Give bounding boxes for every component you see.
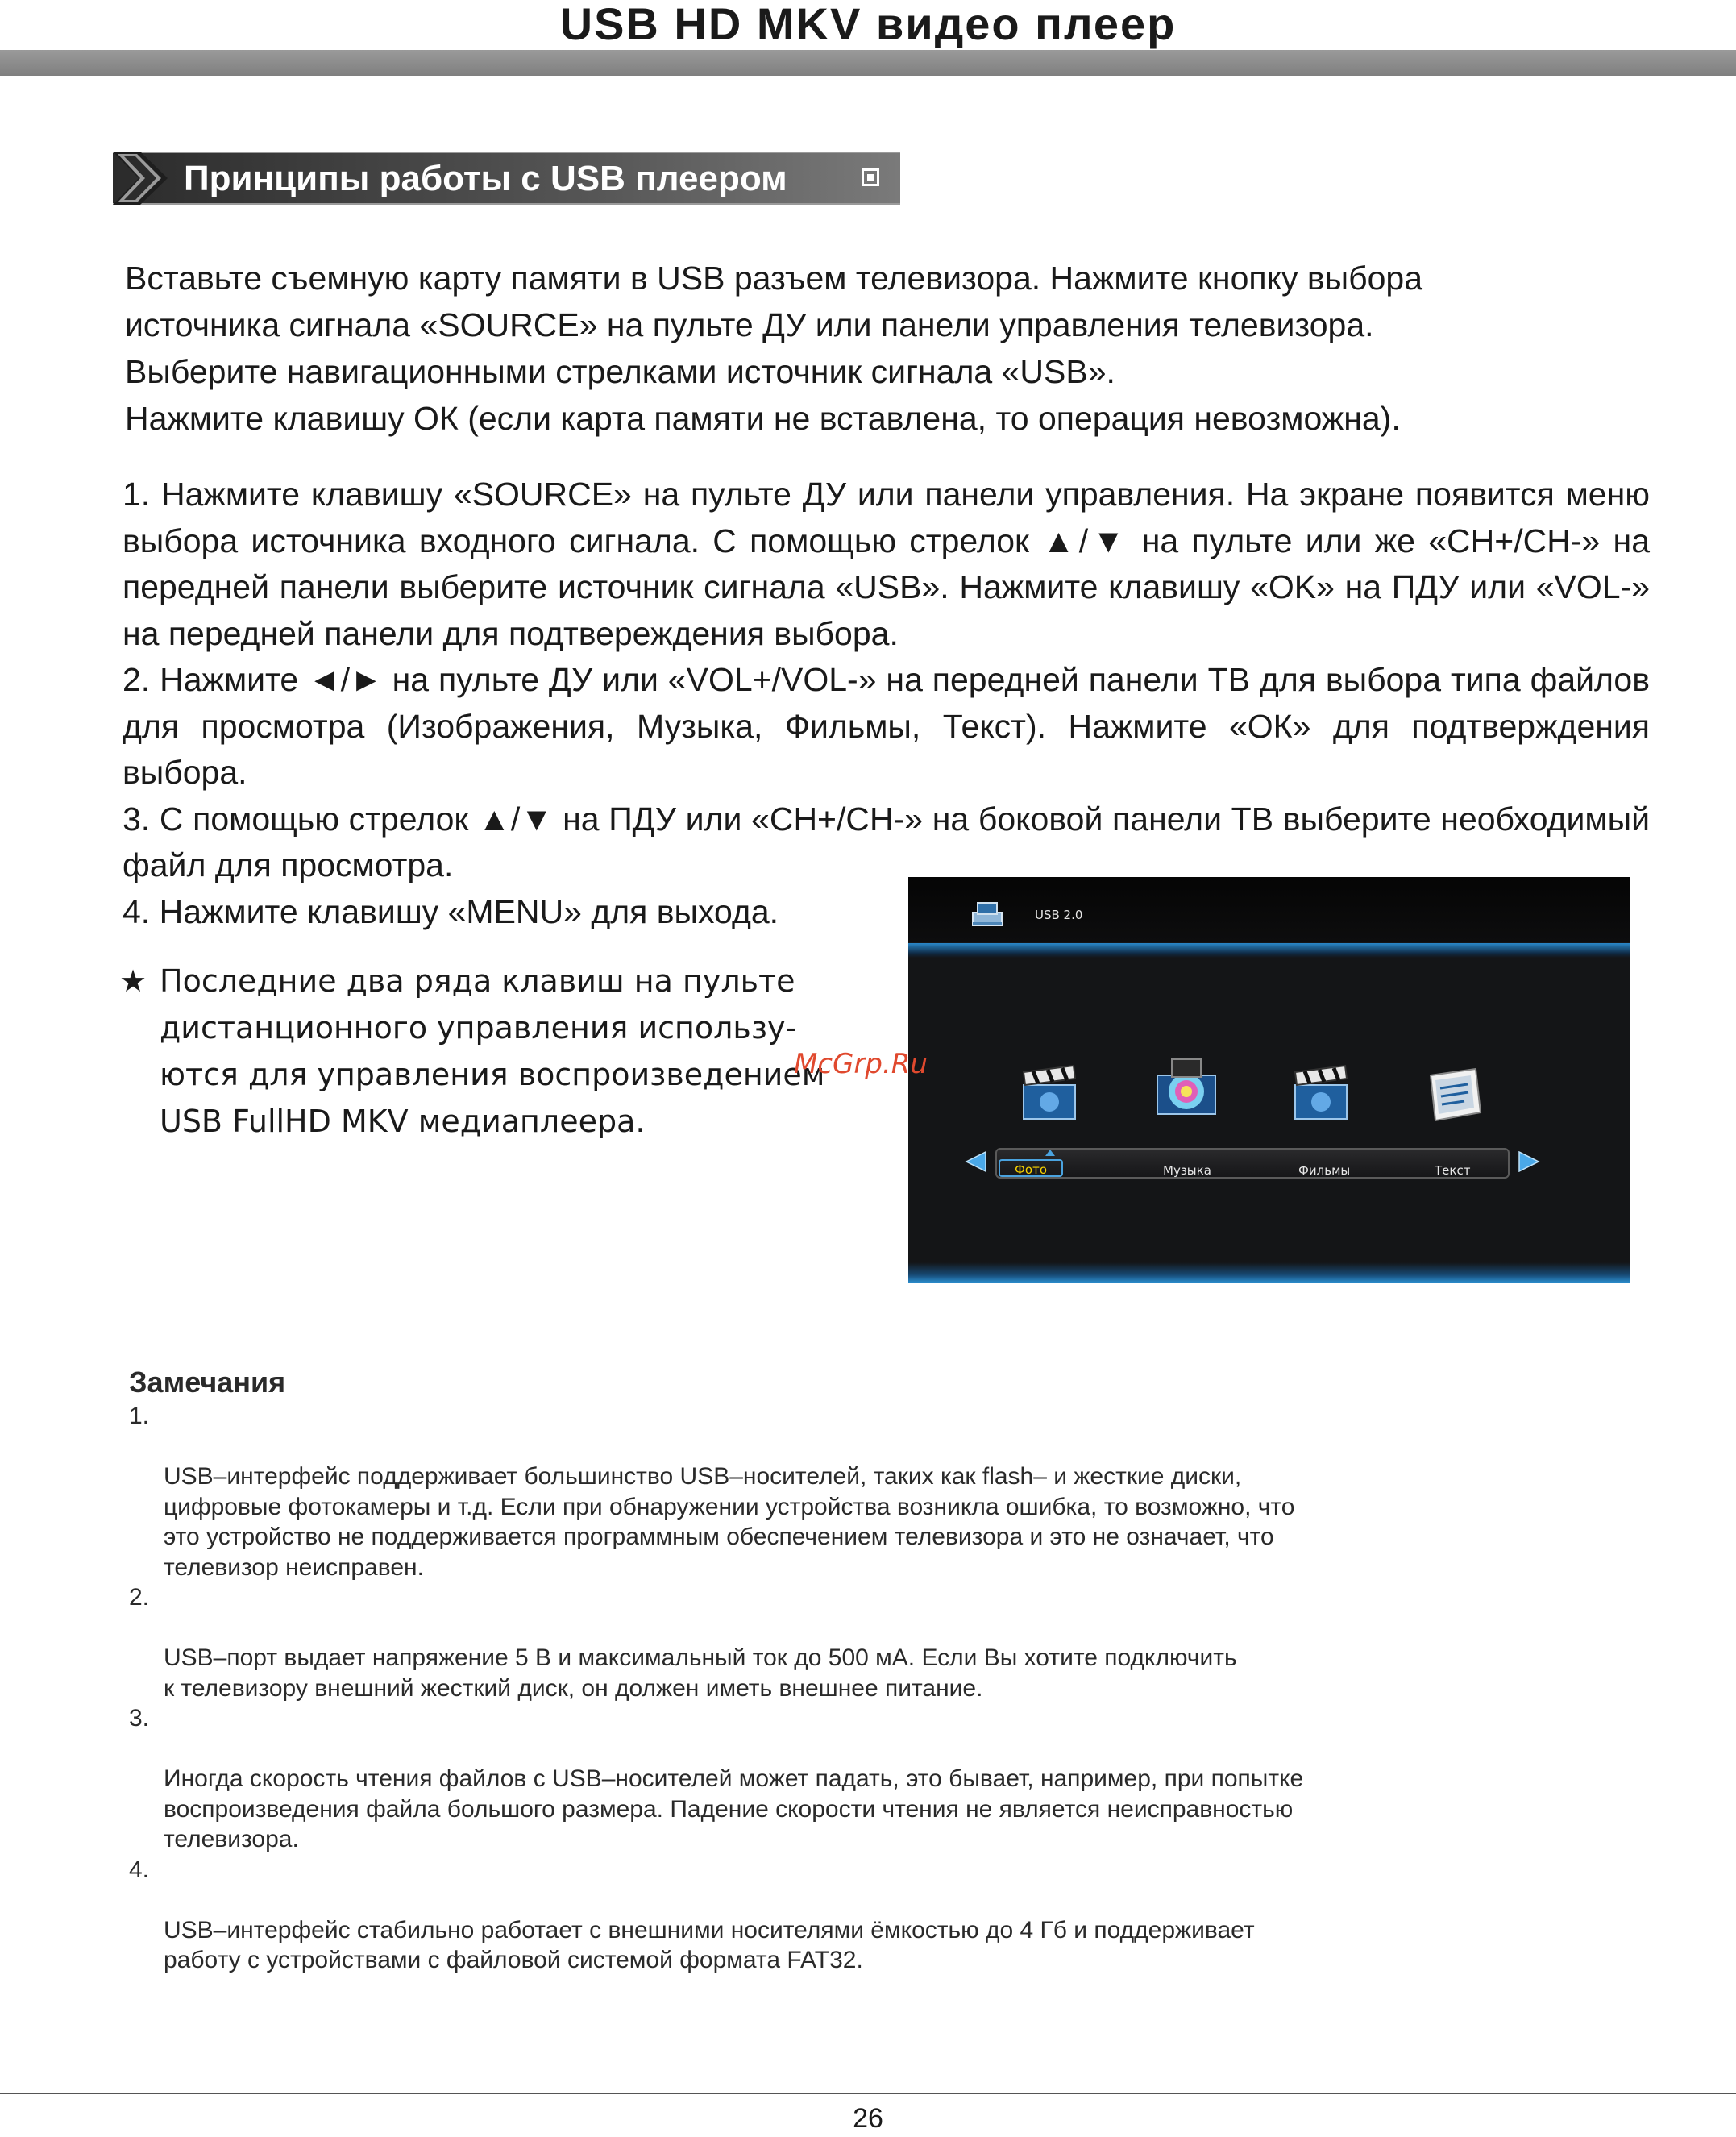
tv-header-glow (908, 943, 1630, 958)
intro-line: Вставьте съемную карту памяти в USB разъем телевизора. Нажмите кнопку выбора (125, 260, 1423, 297)
intro-line: Выберите навигационными стрелками источник сигнала «USB». (125, 353, 1115, 390)
note-number: 4. (129, 1856, 150, 1883)
square-bullet-icon (862, 168, 879, 186)
note-item (129, 1582, 1644, 1703)
tab-text[interactable]: Текст (1435, 1163, 1471, 1178)
steps-list (123, 472, 1650, 935)
tv-footer-glow (908, 1262, 1630, 1283)
tv-header (908, 877, 1630, 942)
section-title: Принципы работы с USB плеером (184, 159, 787, 198)
star-note-text: Последние два ряда клавиш на пульте дистанционного управления использу- ются для управления воспроизведением USB FullHD MKV медиаплеера. (160, 963, 825, 1139)
note-text: USB–порт выдает напряжение 5 В и максимальный ток до 500 мА. Если Вы хотите подключить к телевизору внешний жесткий диск, он должен иметь внешнее питание. (164, 1644, 1237, 1702)
media-type-tab-bar (995, 1148, 1510, 1179)
intro-paragraph (125, 255, 1656, 442)
tab-movies[interactable]: Фильмы (1298, 1163, 1351, 1178)
note-item (129, 1855, 1644, 1976)
music-disc-icon (1154, 1054, 1219, 1119)
star-note (119, 958, 893, 1145)
step-1: 1. Нажмите клавишу «SOURCE» на пульте ДУ или панели управления. На экране появится меню выбора источника входного сигнала. С помощью стрелок ▲/▼ на пульте или же «CH+/CH-» на передней панели выберите источник сигнала «USB». Нажмите клавишу «OK» на ПДУ или «VOL-» на передней панели для подтвереждения выбора. (123, 476, 1650, 652)
note-item (129, 1703, 1644, 1855)
text-document-icon (1422, 1064, 1487, 1129)
page-title: USB HD MKV видео плеер (559, 0, 1177, 49)
photo-clapper-icon (1017, 1061, 1082, 1125)
title-divider (0, 50, 1736, 76)
tv-usb-menu-screenshot (908, 877, 1630, 1283)
page-number: 26 (853, 2103, 883, 2134)
step-4: 4. Нажмите клавишу «MENU» для выхода. (123, 892, 779, 930)
notes-list (129, 1401, 1644, 1976)
tab-photo[interactable]: Фото (999, 1159, 1063, 1177)
note-text: Иногда скорость чтения файлов с USB–носителей может падать, это бывает, например, при попытке воспроизведения файла большого размера. Падение скорости чтения не является неисправностью телевизора. (164, 1765, 1304, 1852)
footer-divider (0, 2093, 1736, 2094)
note-number: 1. (129, 1403, 150, 1429)
star-icon: ★ (119, 963, 147, 999)
notes-title: Замечания (129, 1366, 286, 1399)
note-text: USB–интерфейс поддерживает большинство USB–носителей, таких как flash– и жесткие диски, цифровые фотокамеры и т.д. Если при обнаружении устройства возникла ошибка, то возможно, что это устройство не поддерживается программным обеспечением телевизора и это не означает, что телевизор неисправен. (164, 1463, 1295, 1581)
watermark: McGrp.Ru (794, 1048, 928, 1080)
note-number: 2. (129, 1584, 150, 1611)
tab-music[interactable]: Музыка (1163, 1163, 1211, 1178)
step-3: 3. С помощью стрелок ▲/▼ на ПДУ или «CH+/CH-» на боковой панели ТВ выберите необходимый файл для просмотра. (123, 800, 1650, 883)
step-2: 2. Нажмите ◄/► на пульте ДУ или «VOL+/VOL-» на передней панели ТВ для выбора типа файлов для просмотра (Изображения, Музыка, Фильмы, Текст). Нажмите «ОК» для подтверждения выбора. (123, 661, 1650, 791)
usb-drive-icon (970, 900, 1005, 929)
tab-indicator-icon (1045, 1150, 1055, 1156)
usb-label: USB 2.0 (1035, 908, 1083, 922)
note-number: 3. (129, 1705, 150, 1732)
intro-line: источника сигнала «SOURCE» на пульте ДУ или панели управления телевизора. (125, 306, 1374, 343)
notes-section (129, 1364, 1644, 1976)
right-arrow-icon[interactable] (1518, 1151, 1540, 1172)
intro-line: Нажмите клавишу ОК (если карта памяти не вставлена, то операция невозможна). (125, 400, 1401, 437)
banner-chevron-icon (113, 152, 169, 205)
movie-clapper-icon (1289, 1061, 1353, 1125)
note-text: USB–интерфейс стабильно работает с внешними носителями ёмкостью до 4 Гб и поддерживает работу с устройствами с файловой системой формата FAT32. (164, 1916, 1255, 1973)
note-item (129, 1401, 1644, 1582)
left-arrow-icon[interactable] (965, 1151, 987, 1172)
